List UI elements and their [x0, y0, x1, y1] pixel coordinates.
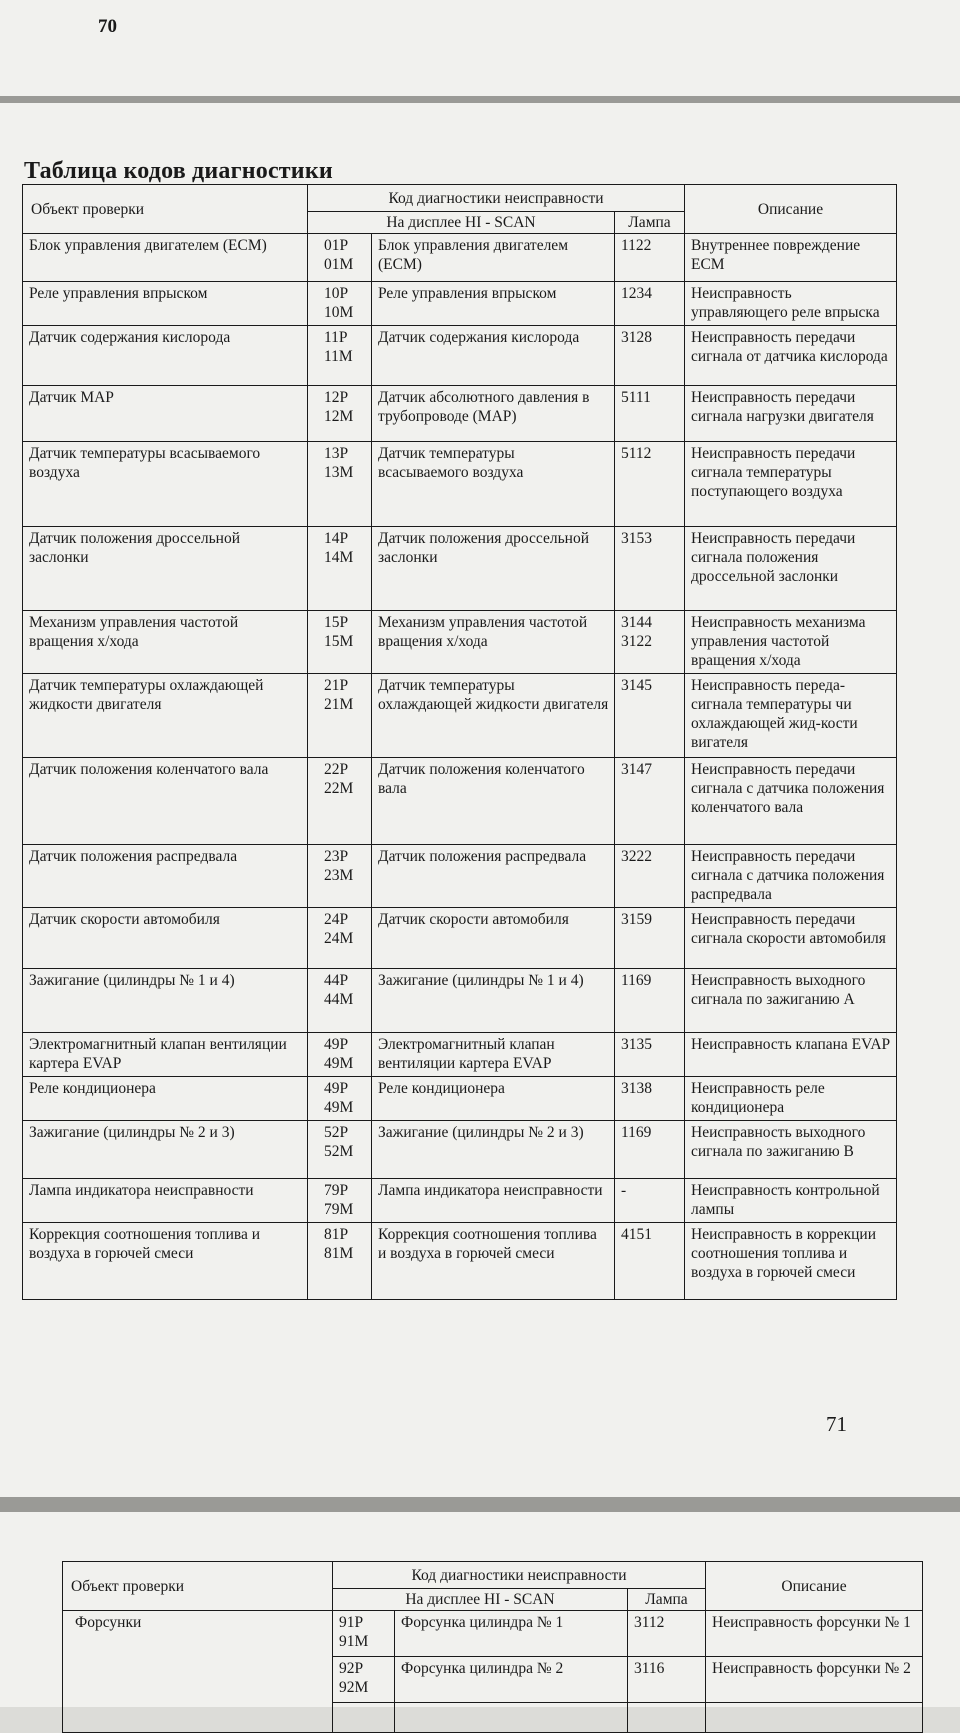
table-cell-lamp: - [615, 1179, 685, 1223]
table-cell-display: Форсунка цилиндра № 2 [395, 1657, 628, 1703]
table-row [23, 442, 897, 527]
table-cell-object: Реле кондиционера [23, 1077, 308, 1121]
table-cell-lamp: 3159 [615, 908, 685, 969]
table-cell-description: Неисправность выходного сигнала по зажиганию А [685, 969, 897, 1033]
table-cell-lamp: 1234 [615, 282, 685, 326]
header-code: Код диагностики неисправности [333, 1562, 706, 1589]
header-object: Объект проверки [63, 1562, 333, 1611]
page-title: Таблица кодов диагностики [24, 158, 333, 184]
table-cell-object: Датчик температуры всасываемого воздуха [23, 442, 308, 527]
table-cell-codes: 01P 01M [308, 234, 372, 282]
table-cell-description: Внутреннее повреждение ЕСМ [685, 234, 897, 282]
table-cell-object: Реле управления впрыском [23, 282, 308, 326]
table-row [23, 1077, 897, 1121]
table-cell-description: Неисправность передачи сигнала от датчика кислорода [685, 326, 897, 386]
table-cell-codes: 11P 11M [308, 326, 372, 386]
table-row [23, 674, 897, 758]
table-cell-description: Неисправность форсунки № 1 [706, 1611, 923, 1657]
page-number-bottom: 71 [826, 1412, 847, 1436]
table-cell-object: Датчик температуры охлаждающей жидкости двигателя [23, 674, 308, 758]
table-cell-object: Электромагнитный клапан вентиляции картера EVAP [23, 1033, 308, 1077]
table-cell-description: Неисправность выходного сигнала по зажиганию В [685, 1121, 897, 1179]
table-row [23, 969, 897, 1033]
table-cell-lamp: 5111 [615, 386, 685, 442]
table-row [23, 1033, 897, 1077]
table-cell-description: Неисправность контрольной лампы [685, 1179, 897, 1223]
page-separator [0, 96, 960, 103]
table-cell-object: Датчик скорости автомобиля [23, 908, 308, 969]
table-cell-description: Неисправность передачи сигнала с датчика положения коленчатого вала [685, 758, 897, 845]
header-object: Объект проверки [23, 185, 308, 234]
table-cell-object: Датчик содержания кислорода [23, 326, 308, 386]
table-cell-description: Неисправность клапана EVAP [685, 1033, 897, 1077]
table-cell-display: Коррекция соотношения топлива и воздуха в горючей смеси [372, 1223, 615, 1300]
table-cell-codes: 23P 23M [308, 845, 372, 908]
table-cell-lamp: 1169 [615, 969, 685, 1033]
table-cell-display: Датчик скорости автомобиля [372, 908, 615, 969]
table-cell-description: Неисправность передачи сигнала скорости автомобиля [685, 908, 897, 969]
table-cell-object: Зажигание (цилиндры № 1 и 4) [23, 969, 308, 1033]
table-row [23, 1121, 897, 1179]
table-cell-object: Лампа индикатора неисправности [23, 1179, 308, 1223]
table-cell-display: Лампа индикатора неисправности [372, 1179, 615, 1223]
table-cell-description: Неисправность механизма управления частотой вращения х/хода [685, 611, 897, 674]
table-cell-object: Зажигание (цилиндры № 2 и 3) [23, 1121, 308, 1179]
table-cell-display: Датчик положения распредвала [372, 845, 615, 908]
table-cell-lamp: 3135 [615, 1033, 685, 1077]
table-cell-codes: 92P 92M [333, 1657, 395, 1703]
table-cell-display: Зажигание (цилиндры № 1 и 4) [372, 969, 615, 1033]
table-cell-display: Датчик положения дроссельной заслонки [372, 527, 615, 611]
table-cell-display: Датчик температуры охлаждающей жидкости двигателя [372, 674, 615, 758]
table-cell-codes: 52P 52M [308, 1121, 372, 1179]
table-cell-object: Коррекция соотношения топлива и воздуха в горючей смеси [23, 1223, 308, 1300]
table-cell-codes: 44P 44M [308, 969, 372, 1033]
table-cell-lamp: 3145 [615, 674, 685, 758]
table-cell-object: Датчик положения распредвала [23, 845, 308, 908]
table-cell-description: Неисправность форсунки № 2 [706, 1657, 923, 1703]
table-cell-object: Датчик МАР [23, 386, 308, 442]
table-cell-description: Неисправность передачи сигнала нагрузки двигателя [685, 386, 897, 442]
table-cell-display: Реле кондиционера [372, 1077, 615, 1121]
table-cell-display: Датчик температуры всасываемого воздуха [372, 442, 615, 527]
table-cell-display: Датчик содержания кислорода [372, 326, 615, 386]
table-cell-object: Датчик положения дроссельной заслонки [23, 527, 308, 611]
table-cell-lamp: 3144 3122 [615, 611, 685, 674]
header-lamp: Лампа [628, 1589, 706, 1611]
table-cell-lamp: 4151 [615, 1223, 685, 1300]
diagnostic-codes-table [22, 184, 897, 1300]
table-cell-lamp: 3147 [615, 758, 685, 845]
header-lamp: Лампа [615, 212, 685, 234]
table-cell-lamp: 3138 [615, 1077, 685, 1121]
table-cell-description: Неисправность реле кондиционера [685, 1077, 897, 1121]
page-separator [0, 1497, 960, 1512]
table-row [23, 1223, 897, 1300]
table-cell-display: Реле управления впрыском [372, 282, 615, 326]
header-description: Описание [706, 1562, 923, 1611]
table-row [23, 234, 897, 282]
table-cell-display: Датчик положения коленчатого вала [372, 758, 615, 845]
table-cell-description: Неисправность передачи сигнала положения дроссельной заслонки [685, 527, 897, 611]
table-cell-codes: 15P 15M [308, 611, 372, 674]
table-cell-lamp: 5112 [615, 442, 685, 527]
table-cell-object: Блок управления двигателем (ЕСМ) [23, 234, 308, 282]
table-cell-lamp: 3112 [628, 1611, 706, 1657]
table-cell-codes: 49P 49M [308, 1077, 372, 1121]
table-cell-display: Блок управления двигателем (ЕСМ) [372, 234, 615, 282]
table-row [23, 386, 897, 442]
table-cell-codes: 81P 81M [308, 1223, 372, 1300]
table-cell-display: Электромагнитный клапан вентиляции картера EVAP [372, 1033, 615, 1077]
table-cell-codes: 12P 12M [308, 386, 372, 442]
table-cell-display: Форсунка цилиндра № 1 [395, 1611, 628, 1657]
table-cell-object: Датчик положения коленчатого вала [23, 758, 308, 845]
table-cell-description: Неисправность в коррекции соотношения топлива и воздуха в горючей смеси [685, 1223, 897, 1300]
table-row [23, 758, 897, 845]
table-row [23, 282, 897, 326]
table-cell-lamp: 3128 [615, 326, 685, 386]
table-cell-object: Форсунки [63, 1611, 333, 1733]
table-cell-display: Зажигание (цилиндры № 2 и 3) [372, 1121, 615, 1179]
table-row [23, 1179, 897, 1223]
header-hiscan: На дисплее HI - SCAN [308, 212, 615, 234]
table-cell-object: Механизм управления частотой вращения х/хода [23, 611, 308, 674]
table-row [23, 527, 897, 611]
table-cell-codes: 14P 14M [308, 527, 372, 611]
table-cell-codes: 10P 10M [308, 282, 372, 326]
page-number-top: 70 [98, 16, 117, 37]
table-cell-lamp: 3153 [615, 527, 685, 611]
table-cell-codes: 13P 13M [308, 442, 372, 527]
table-cell-lamp: 3222 [615, 845, 685, 908]
table-cell-display: Механизм управления частотой вращения х/хода [372, 611, 615, 674]
table-cell-codes: 24P 24M [308, 908, 372, 969]
table-cell-codes: 21P 21M [308, 674, 372, 758]
header-hiscan: На дисплее HI - SCAN [333, 1589, 628, 1611]
table-cell-description: Неисправность передачи сигнала температуры поступающего воздуха [685, 442, 897, 527]
table-cell-codes: 49P 49M [308, 1033, 372, 1077]
table-cell-lamp: 1169 [615, 1121, 685, 1179]
table-cell-description: Неисправность передачи сигнала с датчика положения распредвала [685, 845, 897, 908]
table-cell-lamp: 3116 [628, 1657, 706, 1703]
table-row [23, 908, 897, 969]
table-cell-description: Неисправность переда-сигнала температуры чи охлаждающей жид-кости вигателя [685, 674, 897, 758]
table-row [23, 611, 897, 674]
table-cell-display: Датчик абсолютного давления в трубопроводе (МАР) [372, 386, 615, 442]
table-row [23, 845, 897, 908]
header-code: Код диагностики неисправности [308, 185, 685, 212]
table-row [23, 326, 897, 386]
table-cell-codes: 22P 22M [308, 758, 372, 845]
header-description: Описание [685, 185, 897, 234]
table-cell-lamp: 1122 [615, 234, 685, 282]
table-cell-description: Неисправность управляющего реле впрыска [685, 282, 897, 326]
diagnostic-codes-table-continued [62, 1561, 923, 1733]
table-cell-codes: 79P 79M [308, 1179, 372, 1223]
table-cell-codes: 91P 91M [333, 1611, 395, 1657]
